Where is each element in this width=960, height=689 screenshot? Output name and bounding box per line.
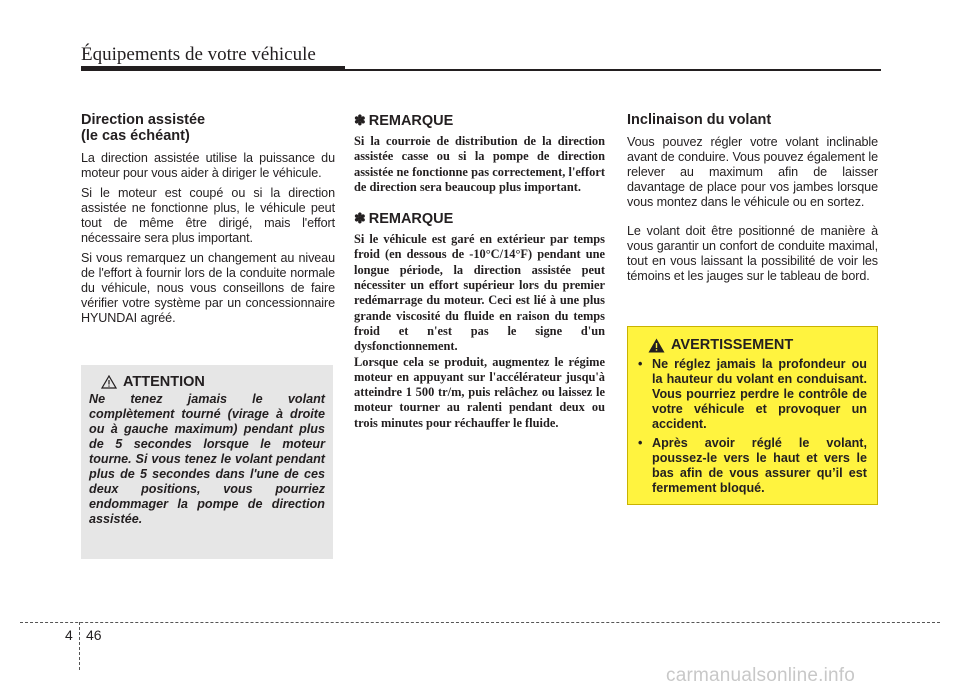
footer-rule xyxy=(20,622,940,623)
remark-title: REMARQUE xyxy=(368,113,454,129)
warning-title: AVERTISSEMENT xyxy=(671,337,794,353)
list-item: • Ne réglez jamais la profondeur ou la hauteur du volant en conduisant. Vous pourriez perdre le contrôle de votre véhicule et provoquer un accident. xyxy=(638,357,867,432)
chapter-number: 4 xyxy=(65,627,73,643)
page-number: 46 xyxy=(86,627,102,643)
heading-line-1: Direction assistée xyxy=(81,112,206,128)
attention-text: Ne tenez jamais le volant complètement tourné (virage à droite ou à gauche maximum) pendant plus de 5 secondes lorsque le moteur tourne. Si vous tenez le volant pendant plus de 5 secondes dans l'une de ces deux positions, vous pourriez endommager la pompe de direction assistée. xyxy=(89,392,325,526)
header-rule-thick xyxy=(81,66,345,71)
attention-heading xyxy=(101,374,325,390)
section-heading-tilt: Inclinaison du volant xyxy=(627,112,772,128)
warning-list xyxy=(638,357,867,496)
remark-text: Si le véhicule est garé en extérieur par temps froid (en dessous de -10°C/14°F) pendant une longue période, la direction assistée peut nécessiter un effort supérieur lors du premier redémarrage du moteur. Ceci est lié à une plus grande viscosité du fluide en raison du temps froid et n'est pas le signe d'un dysfonctionnement. xyxy=(354,232,605,354)
column-steering-tilt xyxy=(627,112,878,289)
warning-heading xyxy=(648,337,867,353)
header-rule-thin xyxy=(345,69,881,71)
page-header-title: Équipements de votre véhicule xyxy=(81,44,316,65)
column-remarks xyxy=(354,112,605,431)
remark-text: Lorsque cela se produit, augmentez le régime moteur en appuyant sur l'accélérateur jusqu'à atteindre 1 500 tr/m, puis relâchez ou laissez le moteur tourner au ralenti pendant deux ou trois minutes pour réchauffer le fluide. xyxy=(354,354,605,430)
remark-heading xyxy=(354,112,605,130)
remark-title: REMARQUE xyxy=(368,211,454,228)
attention-box xyxy=(81,365,333,559)
remark-heading xyxy=(354,210,605,228)
caution-triangle-icon xyxy=(101,375,117,389)
warning-box xyxy=(627,326,878,505)
asterisk-icon: ✽ xyxy=(354,112,366,128)
asterisk-icon: ✽ xyxy=(354,210,366,227)
section-heading-power-steering xyxy=(81,112,335,144)
paragraph: Le volant doit être positionné de manière à vous garantir un confort de conduite maximal, tout en vous laissant la possibilité de voir les témoins et les jauges sur le tableau de bord. xyxy=(627,224,878,283)
paragraph: La direction assistée utilise la puissance du moteur pour vous aider à diriger le véhicule. xyxy=(81,151,335,180)
column-power-steering xyxy=(81,112,335,331)
list-item: • Après avoir réglé le volant, poussez-le vers le haut et vers le bas afin de vous assurer qu’il est fermement bloqué. xyxy=(638,436,867,496)
paragraph: Si vous remarquez un changement au niveau de l'effort à fournir lors de la conduite normale du véhicule, nous vous conseillons de faire vérifier votre système par un concessionnaire HYUNDAI agréé. xyxy=(81,251,335,325)
paragraph: Si le moteur est coupé ou si la direction assistée ne fonctionne plus, le véhicule peut tout de même être dirigé, mais l'effort nécessaire sera plus important. xyxy=(81,186,335,245)
footer-divider xyxy=(79,622,80,670)
paragraph: Vous pouvez régler votre volant inclinable avant de conduire. Vous pouvez également le relever au maximum afin de laisser davantage de place pour vos jambes lorsque vous montez dans le véhicule ou en sortez. xyxy=(627,135,878,209)
watermark: carmanualsonline.info xyxy=(666,665,856,686)
attention-title: ATTENTION xyxy=(123,374,205,390)
heading-line-2: (le cas échéant) xyxy=(81,128,190,144)
warning-triangle-icon xyxy=(648,338,665,353)
remark-text: Si la courroie de distribution de la direction assistée casse ou si la pompe de direction assistée ne fonctionne pas correctement, l'effort de direction sera beaucoup plus important. xyxy=(354,134,605,194)
